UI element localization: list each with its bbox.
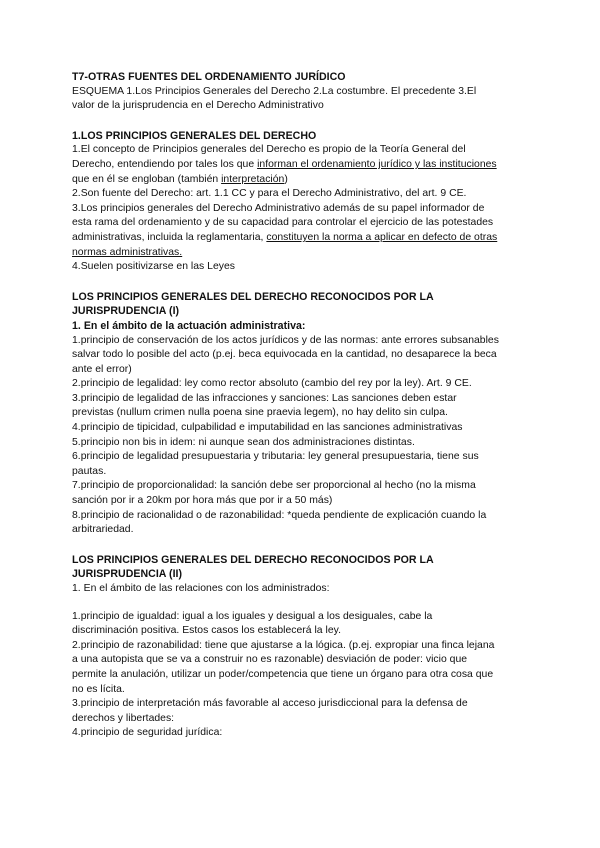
section-3-line: 4.principio de seguridad jurídica:: [72, 727, 223, 739]
underlined-text: informan el ordenamiento jurídico y las instituciones: [257, 158, 497, 170]
text-run: que en él se engloban (también: [72, 173, 222, 185]
section-2-line: pautas.: [72, 465, 107, 477]
section-3-heading: LOS PRINCIPIOS GENERALES DEL DERECHO RECONOCIDOS POR LA: [72, 553, 434, 566]
section-1-line: 1.El concepto de Principios generales del Derecho es propio de la Teoría General del: [72, 144, 466, 156]
underlined-text: normas administrativas.: [72, 246, 183, 258]
document-page: [72, 70, 528, 741]
section-1-heading: 1.LOS PRINCIPIOS GENERALES DEL DERECHO: [72, 129, 317, 142]
section-1-line: [72, 246, 528, 261]
section-2-line: 8.principio de racionalidad o de razonabilidad: *queda pendiente de explicación cuando la: [72, 509, 487, 521]
section-2-line: arbitrariedad.: [72, 524, 134, 536]
section-2-line: sanción por ir a 20km por hora más que por ir a 50 más): [72, 495, 333, 507]
section-1-line: 2.Son fuente del Derecho: art. 1.1 CC y para el Derecho Administrativo, del art. 9 CE.: [72, 188, 467, 200]
section-2-line: 2.principio de legalidad: ley como rector absoluto (cambio del rey por la ley). Art. 9 CE.: [72, 378, 472, 390]
section-2-line: salvar todo lo posible del acto (p.ej. beca equivocada en la cantidad, no desaparece la beca: [72, 349, 497, 361]
section-2-line: ante el error): [72, 363, 132, 375]
section-2-heading: LOS PRINCIPIOS GENERALES DEL DERECHO RECONOCIDOS POR LA: [72, 290, 434, 303]
scheme-line-2: valor de la jurisprudencia en el Derecho Administrativo: [72, 100, 324, 112]
section-1-line: 3.Los principios generales del Derecho Administrativo además de su papel informador de: [72, 202, 485, 214]
document-title: T7-OTRAS FUENTES DEL ORDENAMIENTO JURÍDICO: [72, 71, 346, 83]
section-3-line: no es lícita.: [72, 683, 125, 695]
section-3-line: 3.principio de interpretación más favorable al acceso jurisdiccional para la defensa de: [72, 698, 468, 710]
section-2-line: previstas (nullum crimen nulla poena sine praevia legem), no hay delito sin culpa.: [72, 407, 448, 419]
section-3-line: 2.principio de razonabilidad: tiene que ajustarse a la lógica. (p.ej. expropiar una finca lejana: [72, 639, 495, 651]
section-3-line: permite la anulación, utilizar un poder/competencia que tiene un órgano para otra cosa que: [72, 668, 494, 680]
section-3-line: a una autopista que se va a construir no es razonable) desviación de poder: vicio que: [72, 654, 468, 666]
underlined-text: interpretación: [221, 173, 285, 185]
section-2-line: 6.principio de legalidad presupuestaria y tributaria: ley general presupuestaria, tiene sus: [72, 451, 479, 463]
section-2-line: 3.principio de legalidad de las infracciones y sanciones: Las sanciones deben estar: [72, 392, 457, 404]
text-run: administrativas, incluida la reglamentaria,: [72, 231, 267, 243]
section-2-line: 1.principio de conservación de los actos jurídicos y de las normas: ante errores subsanables: [72, 334, 499, 346]
section-1-line: 4.Suelen positivizarse en las Leyes: [72, 261, 236, 273]
section-3-line: derechos y libertades:: [72, 712, 175, 724]
section-2-line: 5.principio non bis in idem: ni aunque sean dos administraciones distintas.: [72, 436, 415, 448]
section-1-line: esta rama del ordenamiento y de su capacidad para controlar el ejercicio de las potestades: [72, 217, 494, 229]
section-1-line: [72, 158, 528, 173]
section-3-heading: JURISPRUDENCIA (II): [72, 568, 183, 581]
section-3-line: discriminación positiva. Estos casos los establecerá la ley.: [72, 625, 341, 637]
underlined-text: constituyen la norma a aplicar en defecto de otras: [266, 231, 498, 243]
section-2-subheading: 1. En el ámbito de la actuación administrativa:: [72, 319, 306, 332]
section-3-line: 1.principio de igualdad: igual a los iguales y desigual a los desiguales, cabe la: [72, 610, 433, 622]
section-2-line: 7.principio de proporcionalidad: la sanción debe ser proporcional al hecho (no la misma: [72, 480, 476, 492]
section-2-line: 4.principio de tipicidad, culpabilidad e imputabilidad en las sanciones administrativas: [72, 422, 463, 434]
text-run: ): [284, 173, 288, 185]
section-2-heading: JURISPRUDENCIA (I): [72, 305, 180, 318]
text-run: Derecho, entendiendo por tales los que: [72, 158, 258, 170]
section-1-line: [72, 173, 528, 188]
section-3-intro: 1. En el ámbito de las relaciones con los administrados:: [72, 583, 330, 594]
section-1-line: [72, 231, 528, 246]
scheme-line-1: ESQUEMA 1.Los Principios Generales del Derecho 2.La costumbre. El precedente 3.El: [72, 85, 477, 97]
